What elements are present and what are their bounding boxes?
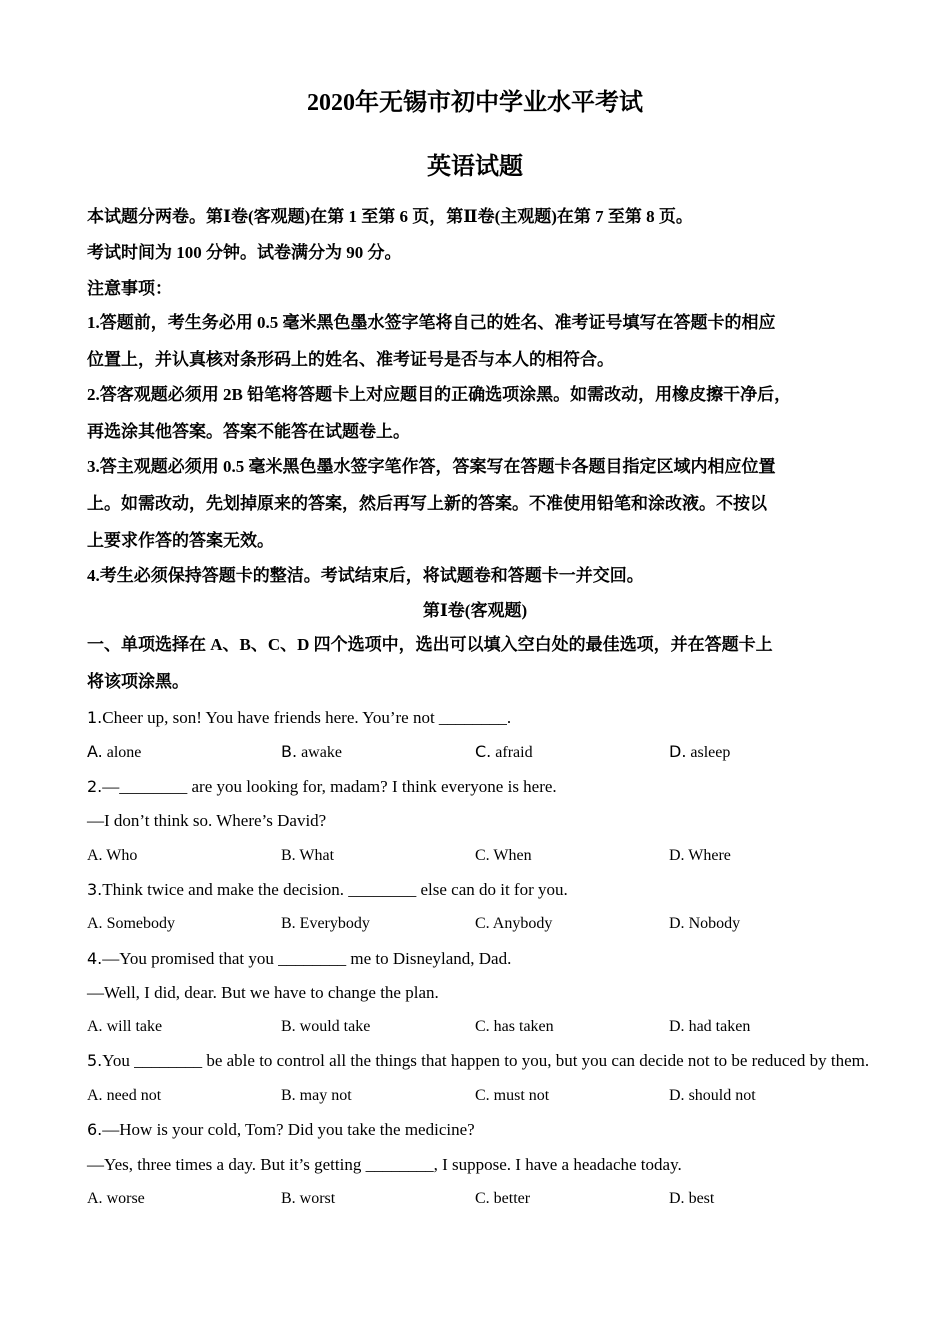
option-c[interactable] [475, 1016, 554, 1038]
option-text: What [295, 847, 335, 864]
note-line: 上。如需改动，先划掉原来的答案，然后再写上新的答案。不准使用铅笔和涂改液。不按以 [87, 494, 767, 513]
option-letter: B. [281, 1018, 296, 1035]
option-a[interactable] [87, 1188, 145, 1210]
option-text: need not [102, 1087, 162, 1104]
option-c[interactable] [475, 913, 552, 935]
note-line: 位置上，并认真核对条形码上的姓名、准考证号是否与本人的相符合。 [87, 350, 614, 369]
options-row [87, 845, 887, 867]
question-text: Think twice and make the decision. ________ else can do it for you. [102, 880, 568, 899]
question-3 [87, 879, 568, 901]
question-number: 5. [87, 1051, 103, 1070]
note-line: 1.答题前，考生务必用 0.5 毫米黑色墨水签字笔将自己的姓名、准考证号填写在答题卡的相应 [87, 313, 776, 332]
question-text: —You promised that you ________ me to Disneyland, Dad. [102, 949, 512, 968]
section-instruction: 将该项涂黑。 [87, 672, 189, 691]
option-a[interactable] [87, 913, 175, 935]
option-text: should not [684, 1087, 756, 1104]
option-b[interactable] [281, 1188, 335, 1210]
option-letter: D. [669, 847, 685, 864]
option-b[interactable] [281, 1016, 370, 1038]
option-a[interactable] [87, 1016, 162, 1038]
option-text: afraid [491, 744, 533, 761]
option-letter: A. [87, 1018, 103, 1035]
note-line: 上要求作答的答案无效。 [87, 531, 274, 550]
option-c[interactable] [475, 1085, 549, 1107]
option-letter: D. [669, 1018, 685, 1035]
page-title: 2020年无锡市初中学业水平考试 [307, 90, 643, 116]
option-letter: C. [475, 847, 490, 864]
intro-line-1: 本试题分两卷。第Ⅰ卷(客观题)在第 1 至第 6 页，第Ⅱ卷(主观题)在第 7 至第 8 页。 [87, 207, 693, 226]
section-title: 第Ⅰ卷(客观题) [422, 601, 528, 620]
option-letter: D. [669, 742, 687, 761]
option-letter: B. [281, 1087, 296, 1104]
option-c[interactable] [475, 741, 533, 764]
question-text: You ________ be able to control all the things that happen to you, but you can decide not to be reduced by them. [102, 1051, 870, 1070]
options-row [87, 913, 887, 935]
question-1 [87, 707, 511, 729]
option-text: Nobody [684, 915, 741, 932]
option-a[interactable] [87, 741, 141, 764]
option-text: may not [295, 1087, 352, 1104]
question-2 [87, 776, 557, 798]
option-letter: A. [87, 915, 103, 932]
option-d[interactable] [669, 741, 730, 764]
note-line: 3.答主观题必须用 0.5 毫米黑色墨水签字笔作答，答案写在答题卡各题目指定区域内相应位置 [87, 457, 776, 476]
note-line: 4.考生必须保持答题卡的整洁。考试结束后，将试题卷和答题卡一并交回。 [87, 566, 644, 585]
option-text: alone [102, 744, 142, 761]
option-letter: C. [475, 1087, 490, 1104]
option-letter: A. [87, 742, 103, 761]
option-letter: C. [475, 1190, 490, 1207]
question-4 [87, 948, 511, 970]
page-subtitle: 英语试题 [427, 154, 523, 180]
option-text: worse [102, 1190, 145, 1207]
question-number: 4. [87, 949, 103, 968]
option-text: When [489, 847, 532, 864]
option-text: had taken [684, 1018, 751, 1035]
option-letter: C. [475, 1018, 490, 1035]
option-b[interactable] [281, 913, 370, 935]
question-5 [87, 1050, 869, 1072]
option-letter: B. [281, 742, 298, 761]
option-letter: B. [281, 1190, 296, 1207]
question-text-line: —I don’t think so. Where’s David? [87, 811, 327, 830]
option-d[interactable] [669, 845, 731, 867]
option-b[interactable] [281, 1085, 352, 1107]
option-text: awake [297, 744, 342, 761]
option-text: Somebody [102, 915, 176, 932]
option-text: will take [102, 1018, 163, 1035]
option-text: better [489, 1190, 531, 1207]
option-d[interactable] [669, 1188, 714, 1210]
section-instruction: 一、单项选择在 A、B、C、D 四个选项中，选出可以填入空白处的最佳选项，并在答题卡上 [87, 635, 773, 654]
option-c[interactable] [475, 1188, 530, 1210]
option-letter: D. [669, 1087, 685, 1104]
option-b[interactable] [281, 741, 342, 764]
option-letter: C. [475, 915, 490, 932]
question-text: —How is your cold, Tom? Did you take the medicine? [102, 1120, 475, 1139]
option-text: must not [489, 1087, 550, 1104]
options-row [87, 741, 887, 763]
question-text-line: —Well, I did, dear. But we have to change the plan. [87, 983, 439, 1002]
option-b[interactable] [281, 845, 334, 867]
note-line: 再选涂其他答案。答案不能答在试题卷上。 [87, 422, 410, 441]
options-row [87, 1188, 887, 1210]
note-line: 2.答客观题必须用 2B 铅笔将答题卡上对应题目的正确选项涂黑。如需改动，用橡皮擦干净后， [87, 385, 792, 404]
option-a[interactable] [87, 845, 137, 867]
option-text: best [684, 1190, 715, 1207]
option-text: Who [102, 847, 138, 864]
option-letter: D. [669, 1190, 685, 1207]
option-text: Where [684, 847, 731, 864]
question-text: —________ are you looking for, madam? I think everyone is here. [102, 777, 557, 796]
option-a[interactable] [87, 1085, 161, 1107]
option-letter: A. [87, 1087, 103, 1104]
option-letter: B. [281, 847, 296, 864]
option-text: worst [295, 1190, 336, 1207]
question-6 [87, 1119, 475, 1141]
option-text: Everybody [295, 915, 370, 932]
option-d[interactable] [669, 913, 740, 935]
option-text: has taken [489, 1018, 554, 1035]
options-row [87, 1085, 887, 1107]
option-letter: A. [87, 1190, 103, 1207]
option-text: Anybody [489, 915, 553, 932]
option-d[interactable] [669, 1085, 756, 1107]
question-text: Cheer up, son! You have friends here. You’re not ________. [102, 708, 512, 727]
option-d[interactable] [669, 1016, 750, 1038]
option-letter: C. [475, 742, 492, 761]
question-number: 1. [87, 708, 103, 727]
option-text: asleep [686, 744, 731, 761]
question-text-line: —Yes, three times a day. But it’s getting ________, I suppose. I have a headache today. [87, 1155, 682, 1174]
option-letter: B. [281, 915, 296, 932]
intro-line-2: 考试时间为 100 分钟。试卷满分为 90 分。 [87, 243, 402, 262]
option-text: would take [295, 1018, 371, 1035]
option-letter: D. [669, 915, 685, 932]
option-c[interactable] [475, 845, 532, 867]
question-number: 2. [87, 777, 103, 796]
notice-heading: 注意事项： [87, 279, 172, 298]
question-number: 6. [87, 1120, 103, 1139]
option-letter: A. [87, 847, 103, 864]
options-row [87, 1016, 887, 1038]
question-number: 3. [87, 880, 103, 899]
